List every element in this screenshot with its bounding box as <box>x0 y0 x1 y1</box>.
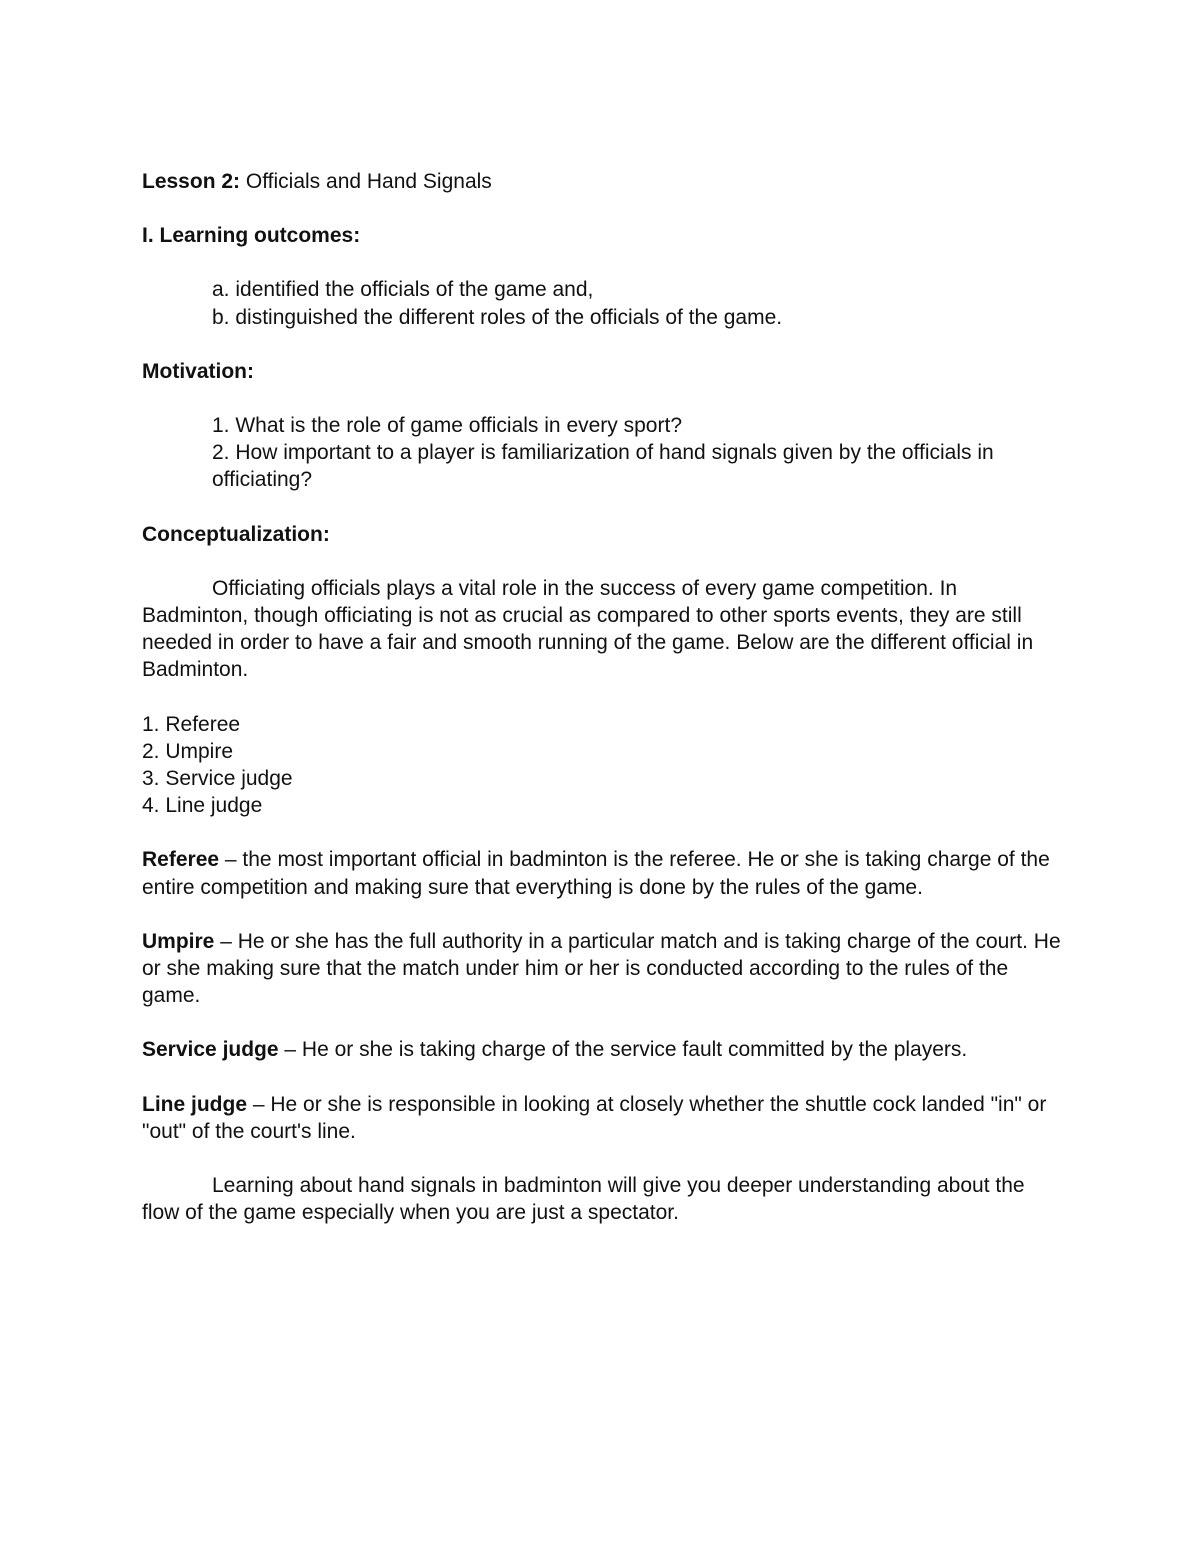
closing-paragraph: Learning about hand signals in badminton will give you deeper understanding about the flow of the game especially when you are just a spectator. <box>142 1174 1025 1225</box>
outcomes-heading-text: I. Learning outcomes: <box>142 224 361 248</box>
outcome-item-b: b. distinguished the different roles of the officials of the game. <box>212 305 783 329</box>
definition-referee <box>142 846 1062 900</box>
motivation-list <box>142 412 1062 494</box>
lesson-label: Lesson 2: <box>142 170 241 193</box>
officials-list-item: 2. Umpire <box>142 739 234 763</box>
outcomes-list <box>142 276 1062 330</box>
definition-term: Referee <box>142 848 220 872</box>
definition-text: – the most important official in badminton is the referee. He or she is taking charge of the entire competition and making sure that everything is done by the rules of the game. <box>142 848 1050 899</box>
motivation-heading-text: Motivation: <box>142 359 254 383</box>
officials-list <box>142 711 1062 820</box>
definition-term: Umpire <box>142 929 215 953</box>
conceptualization-heading-text: Conceptualization: <box>142 522 330 546</box>
conceptualization-heading <box>142 521 1062 548</box>
motivation-heading <box>142 358 1062 385</box>
officials-list-item: 4. Line judge <box>142 794 263 818</box>
motivation-item-1: 1. What is the role of game officials in every sport? <box>212 414 682 438</box>
definition-text: – He or she has the full authority in a particular match and is taking charge of the court. He or she making sure that the match under him or her is conducted according to the rules of the game. <box>142 929 1061 1008</box>
outcomes-heading <box>142 222 1062 249</box>
motivation-item-2: 2. How important to a player is familiarization of hand signals given by the officials in officiating? <box>212 441 994 492</box>
officials-list-item: 1. Referee <box>142 712 241 736</box>
outcome-item-a: a. identified the officials of the game and, <box>212 278 594 302</box>
definition-text: – He or she is taking charge of the service fault committed by the players. <box>278 1038 968 1062</box>
definition-umpire <box>142 928 1062 1010</box>
definition-line-judge <box>142 1091 1062 1145</box>
definition-service-judge <box>142 1036 1062 1063</box>
definition-text: – He or she is responsible in looking at closely whether the shuttle cock landed "in" or "out" of the court's line. <box>142 1092 1047 1143</box>
lesson-title-text: Officials and Hand Signals <box>245 170 492 193</box>
document-page <box>142 168 1062 1226</box>
definition-term: Line judge <box>142 1092 247 1116</box>
lesson-title <box>142 168 1062 195</box>
definition-term: Service judge <box>142 1038 279 1062</box>
officials-list-item: 3. Service judge <box>142 767 293 791</box>
conceptualization-paragraph: Officiating officials plays a vital role in the success of every game competition. In Badminton, though officiating is not as crucial as compared to other sports events, they are still needed in order to have a fair and smooth running of the game. Below are the different official in Badminton. <box>142 576 1034 682</box>
